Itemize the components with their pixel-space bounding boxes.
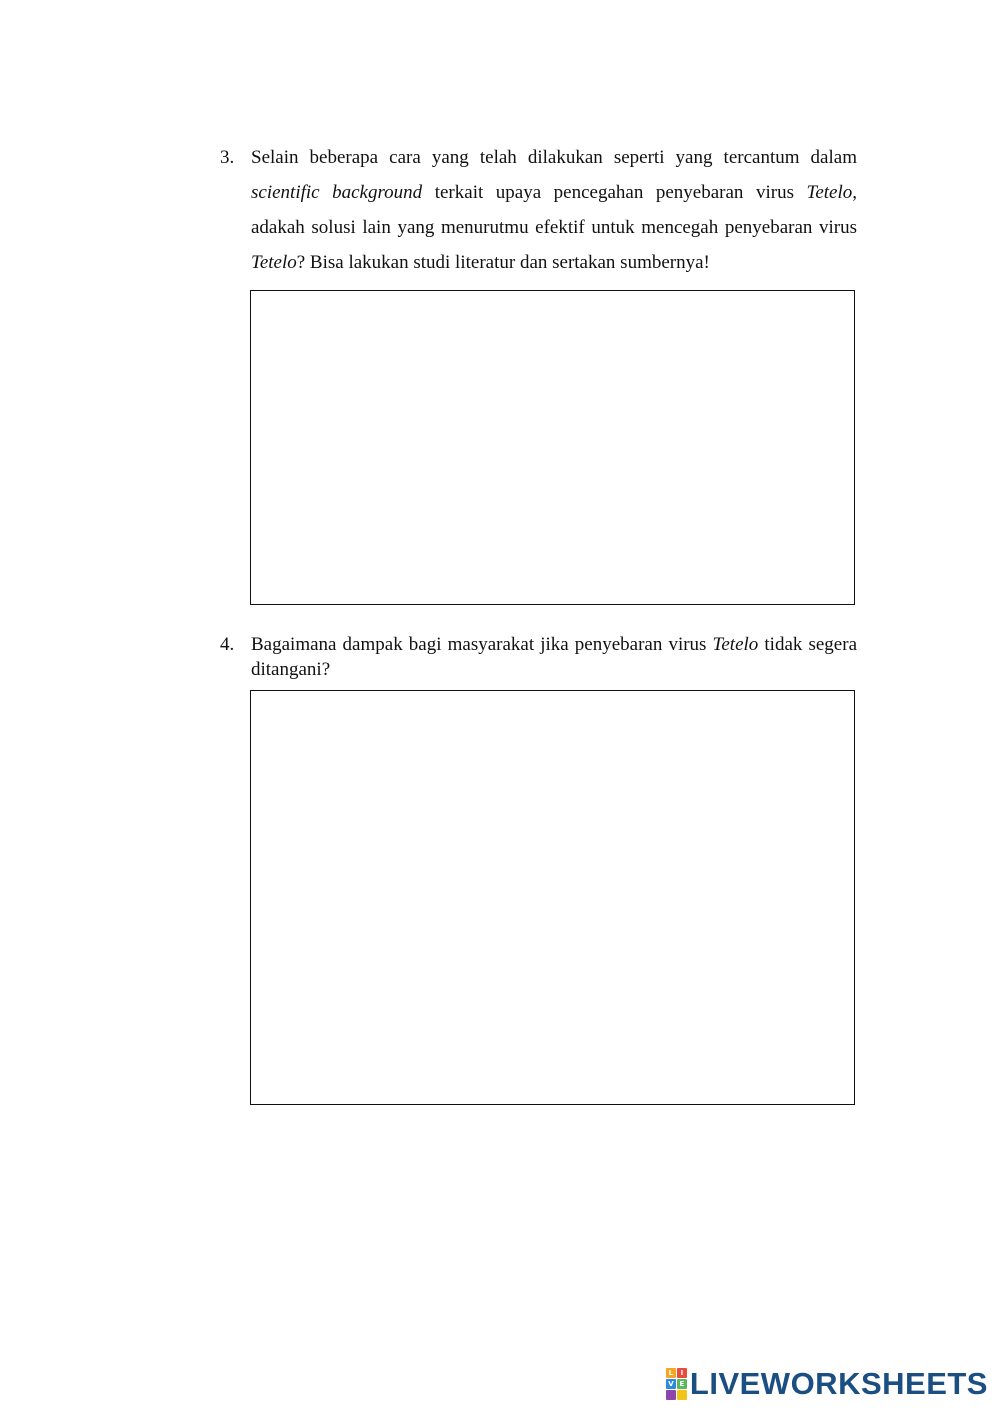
logo-block: E: [677, 1379, 687, 1389]
logo-block: I: [677, 1368, 687, 1378]
logo-block: V: [666, 1379, 676, 1389]
logo-block: [666, 1390, 676, 1400]
logo-block: [677, 1390, 687, 1400]
question-3-text-part: Selain beberapa cara yang telah dilakukan seperti yang tercantum dalam: [251, 147, 857, 168]
answer-box-question-4[interactable]: [250, 690, 855, 1105]
logo-block: L: [666, 1368, 676, 1378]
question-4-text-italic: Tetelo: [712, 634, 759, 655]
question-4-text-part: tidak segera ditangani?: [251, 634, 857, 680]
liveworksheets-logo: [666, 1366, 988, 1402]
question-3-text-part: , adakah solusi lain yang menurutmu efektif untuk mencegah penyebaran virus: [251, 182, 857, 238]
question-3-text-italic: scientific background: [251, 182, 423, 203]
question-3-text-italic: Tetelo: [806, 182, 853, 203]
liveworksheets-logo-icon: [666, 1368, 687, 1400]
liveworksheets-brand-name: LIVEWORKSHEETS: [689, 1366, 988, 1401]
answer-box-question-3[interactable]: [250, 290, 855, 605]
question-3: [220, 140, 857, 280]
question-4-text-part: Bagaimana dampak bagi masyarakat jika penyebaran virus: [251, 634, 713, 655]
question-3-number: 3.: [220, 147, 235, 168]
question-3-text-part: ? Bisa lakukan studi literatur dan sertakan sumbernya!: [296, 252, 710, 273]
question-4-text: [251, 632, 857, 682]
question-3-text-italic: Tetelo: [251, 252, 297, 273]
question-3-text: [251, 140, 857, 280]
question-4: [220, 632, 857, 682]
question-4-number: 4.: [220, 634, 235, 655]
question-3-text-part: terkait upaya pencegahan penyebaran virus: [422, 182, 807, 203]
